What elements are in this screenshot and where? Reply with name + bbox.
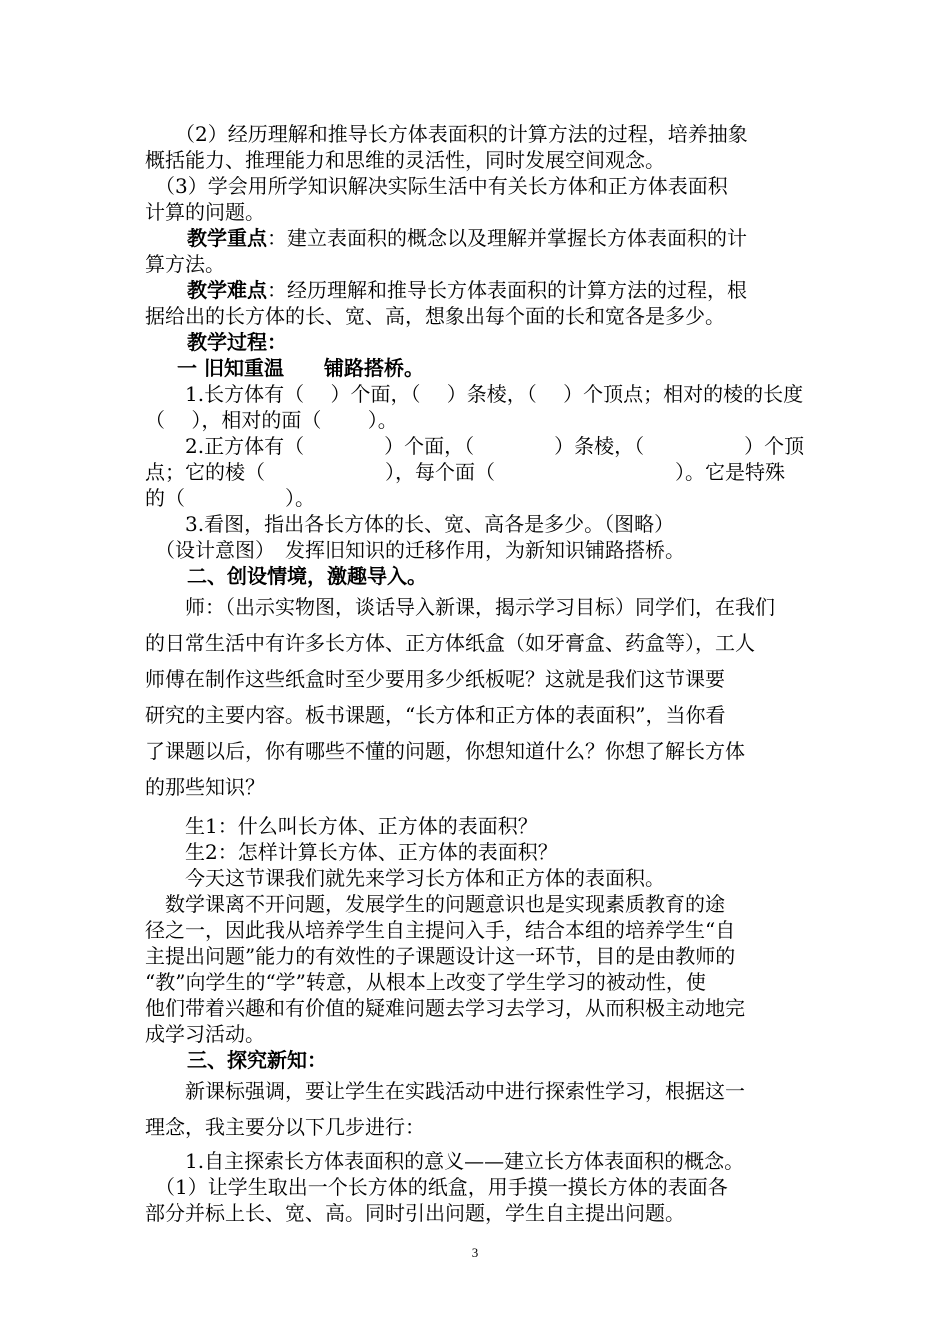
text-line: 成学习活动。	[145, 1022, 265, 1046]
text-line: （ ），相对的面（ ）。	[145, 408, 398, 432]
text-line: 理念，我主要分以下几步进行：	[145, 1115, 425, 1139]
text-line: 算方法。	[145, 252, 225, 276]
key-point-text: ：建立表面积的概念以及理解并掌握长方体表面积的计	[267, 226, 747, 250]
text-line	[145, 225, 747, 251]
section-heading: 一 旧知重温 铺路搭桥。	[177, 356, 424, 380]
text-line	[145, 277, 747, 303]
text-line: 1.自主探索长方体表面积的意义——建立长方体表面积的概念。	[145, 1149, 745, 1173]
text-line: 1.长方体有（ ）个面，（ ）条棱，（ ）个顶点；相对的棱的长度	[145, 382, 804, 406]
text-line: 他们带着兴趣和有价值的疑难问题去学习去学习，从而积极主动地完	[145, 996, 745, 1020]
text-line: 新课标强调，要让学生在实践活动中进行探索性学习，根据这一	[145, 1079, 745, 1103]
text-line: 主提出问题”能力的有效性的子课题设计这一环节，目的是由教师的	[145, 944, 736, 968]
text-line: 生1：什么叫长方体、正方体的表面积？	[145, 814, 538, 838]
text-line: 师傅在制作这些纸盒时至少要用多少纸板呢？这就是我们这节课要	[145, 667, 725, 691]
key-point-label: 教学重点	[187, 226, 267, 250]
text-line: 计算的问题。	[145, 200, 265, 224]
text-line: 3.看图，指出各长方体的长、宽、高各是多少。（图略）	[145, 512, 675, 536]
text-line: 了课题以后，你有哪些不懂的问题，你想知道什么？你想了解长方体	[145, 739, 745, 763]
text-line: 部分并标上长、宽、高。同时引出问题，学生自主提出问题。	[145, 1201, 685, 1225]
text-line: 研究的主要内容。板书课题，“长方体和正方体的表面积”，当你看	[145, 703, 726, 727]
text-line: 生2：怎样计算长方体、正方体的表面积？	[145, 840, 558, 864]
difficulty-label: 教学难点	[187, 278, 267, 302]
text-line: 据给出的长方体的长、宽、高，想象出每个面的长和宽各是多少。	[145, 304, 725, 328]
text-line: 今天这节课我们就先来学习长方体和正方体的表面积。	[145, 866, 665, 890]
text-line: 数学课离不开问题，发展学生的问题意识也是实现素质教育的途	[145, 892, 725, 916]
text-line: 概括能力、推理能力和思维的灵活性，同时发展空间观念。	[145, 148, 665, 172]
section-heading: 教学过程：	[187, 330, 287, 354]
text-line: （3）学会用所学知识解决实际生活中有关长方体和正方体表面积	[145, 174, 728, 198]
text-line: 师：（出示实物图，谈话导入新课，揭示学习目标）同学们，在我们	[145, 595, 775, 619]
text-line: （设计意图） 发挥旧知识的迁移作用，为新知识铺路搭桥。	[145, 538, 685, 562]
text-line: 2.正方体有（ ）个面，（ ）条棱，（ ）个顶	[145, 434, 805, 458]
text-line: 点；它的棱（ ），每个面（ ）。它是特殊	[145, 460, 785, 484]
text-line: “教”向学生的“学”转意，从根本上改变了学生学习的被动性，使	[145, 970, 706, 994]
section-heading: 二、创设情境，激趣导入。	[187, 564, 427, 588]
text-line: （2）经历理解和推导长方体表面积的计算方法的过程，培养抽象	[145, 122, 748, 146]
text-line: 的那些知识？	[145, 775, 265, 799]
text-line: （1）让学生取出一个长方体的纸盒，用手摸一摸长方体的表面各	[145, 1175, 728, 1199]
text-line: 的（ ）。	[145, 486, 315, 510]
text-line: 径之一，因此我从培养学生自主提问入手，结合本组的培养学生“自	[145, 918, 736, 942]
page-number: 3	[471, 1245, 479, 1260]
text-line: 的日常生活中有许多长方体、正方体纸盒（如牙膏盒、药盒等），工人	[145, 631, 755, 655]
difficulty-text: ：经历理解和推导长方体表面积的计算方法的过程，根	[267, 278, 747, 302]
section-heading: 三、探究新知：	[187, 1048, 327, 1072]
